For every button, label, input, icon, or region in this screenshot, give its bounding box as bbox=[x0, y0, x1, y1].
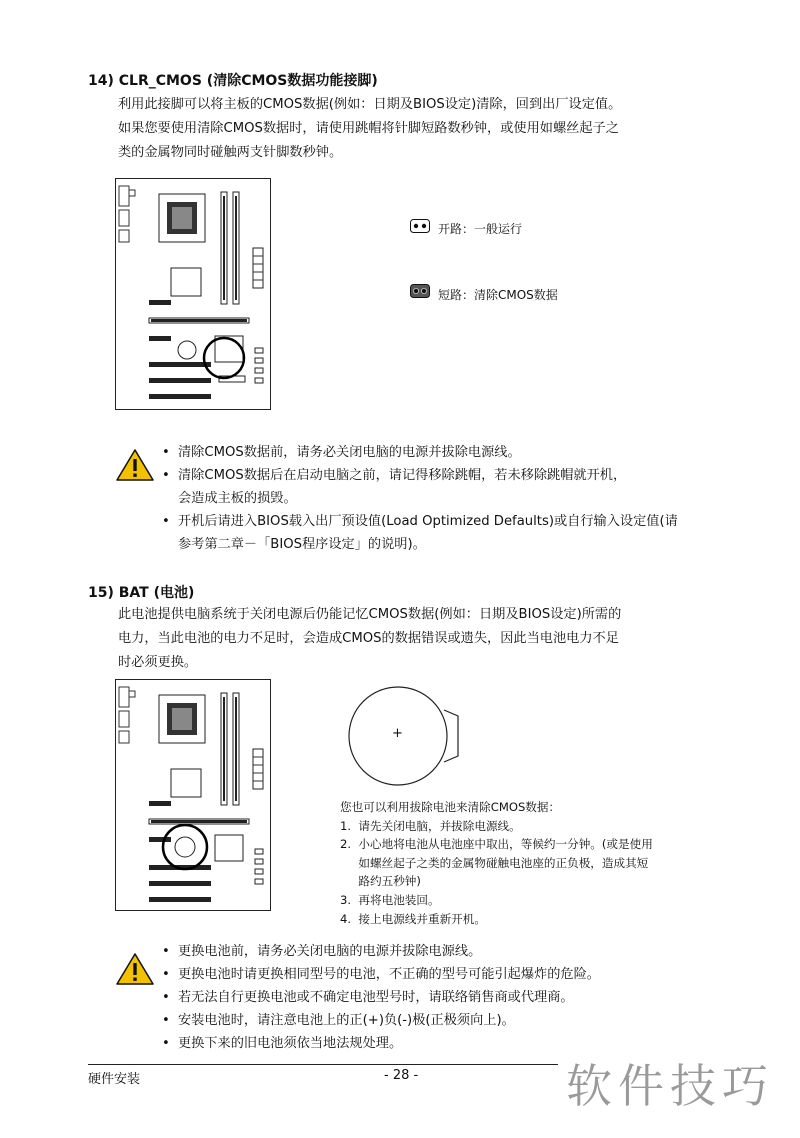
warning-icon bbox=[115, 448, 155, 482]
open-jumper-icon bbox=[410, 219, 430, 233]
footer-rule bbox=[88, 1064, 558, 1065]
section-15-warning-list bbox=[160, 940, 730, 1055]
warning-icon bbox=[115, 952, 155, 986]
section-14-warning-list bbox=[160, 441, 730, 556]
footer-chapter: 硬件安装 bbox=[88, 1072, 141, 1087]
motherboard-diagram-battery bbox=[115, 679, 271, 911]
warning-text: 更换电池时请更换相同型号的电池，不正确的型号可能引起爆炸的危险。 bbox=[178, 967, 600, 982]
battery-note bbox=[340, 798, 725, 928]
list-item: • 若无法自行更换电池或不确定电池型号时，请联络销售商或代理商。 bbox=[162, 990, 574, 1005]
list-item: • 更换电池前，请务必关闭电脑的电源并拔除电源线。 bbox=[162, 944, 482, 959]
warning-text: 清除CMOS数据前，请务必关闭电脑的电源并拔除电源线。 bbox=[178, 445, 521, 460]
list-item: • 更换电池时请更换相同型号的电池，不正确的型号可能引起爆炸的危险。 bbox=[162, 967, 600, 982]
note-step: 路约五秒钟) bbox=[340, 874, 421, 889]
note-step: 1. 请先关闭电脑，并拔除电源线。 bbox=[340, 818, 521, 833]
note-step: 2. 小心地将电池从电池座中取出，等候约一分钟。(或是使用 bbox=[340, 837, 653, 852]
section-14-heading: 14) CLR_CMOS (清除CMOS数据功能接脚) bbox=[88, 73, 378, 89]
list-item: • 清除CMOS数据前，请务必关闭电脑的电源并拔除电源线。 bbox=[162, 445, 521, 460]
list-item: • 更换下来的旧电池须依当地法规处理。 bbox=[162, 1036, 403, 1051]
paragraph-line: 利用此接脚可以将主板的CMOS数据(例如：日期及BIOS设定)清除，回到出厂设定值。 bbox=[118, 97, 622, 112]
list-item: • 清除CMOS数据后在启动电脑之前，请记得移除跳帽，若未移除跳帽就开机， bbox=[162, 468, 627, 483]
legend-open-label: 开路：一般运行 bbox=[438, 222, 523, 236]
warning-text: 更换电池前，请务必关闭电脑的电源并拔除电源线。 bbox=[178, 944, 482, 959]
section-14-paragraph bbox=[118, 93, 718, 165]
warning-text: 更换下来的旧电池须依当地法规处理。 bbox=[178, 1036, 403, 1051]
paragraph-line: 时必须更换。 bbox=[118, 655, 198, 670]
warning-text: 参考第二章－「BIOS程序设定」的说明)。 bbox=[178, 537, 426, 552]
note-title: 您也可以利用拔除电池来清除CMOS数据： bbox=[340, 800, 561, 814]
list-item: • 安装电池时，请注意电池上的正(+)负(-)极(正极须向上)。 bbox=[162, 1013, 515, 1028]
warning-text: 清除CMOS数据后在启动电脑之前，请记得移除跳帽，若未移除跳帽就开机， bbox=[178, 468, 627, 483]
list-item: • 开机后请进入BIOS载入出厂预设值(Load Optimized Defaults)或自行输入设定值(请 bbox=[162, 514, 678, 529]
paragraph-line: 此电池提供电脑系统于关闭电源后仍能记忆CMOS数据(例如：日期及BIOS设定)所需的 bbox=[118, 607, 622, 622]
warning-text: 若无法自行更换电池或不确定电池型号时，请联络销售商或代理商。 bbox=[178, 990, 574, 1005]
note-step: 4. 接上电源线并重新开机。 bbox=[340, 911, 486, 926]
page-number: - 28 - bbox=[384, 1068, 419, 1083]
short-jumper-icon bbox=[410, 284, 430, 298]
section-15-heading: 15) BAT (电池) bbox=[88, 585, 195, 601]
warning-text: 安装电池时，请注意电池上的正(+)负(-)极(正极须向上)。 bbox=[178, 1013, 515, 1028]
battery-positive-symbol: + bbox=[392, 726, 403, 741]
list-item-continuation bbox=[160, 533, 730, 556]
section-15-paragraph bbox=[118, 603, 718, 675]
paragraph-line: 电力，当此电池的电力不足时，会造成CMOS的数据错误或遗失，因此当电池电力不足 bbox=[118, 631, 619, 646]
paragraph-line: 如果您要使用清除CMOS数据时，请使用跳帽将针脚短路数秒钟，或使用如螺丝起子之 bbox=[118, 121, 619, 136]
battery-holder-drawing bbox=[348, 684, 464, 788]
note-step: 3. 再将电池装回。 bbox=[340, 892, 440, 907]
legend-short-label: 短路：清除CMOS数据 bbox=[438, 288, 558, 302]
warning-text: 会造成主板的损毁。 bbox=[178, 491, 297, 506]
note-step: 如螺丝起子之类的金属物碰触电池座的正负极，造成其短 bbox=[340, 855, 649, 870]
motherboard-diagram-clr-cmos bbox=[115, 178, 271, 410]
list-item-continuation bbox=[160, 487, 730, 510]
paragraph-line: 类的金属物同时碰触两支针脚数秒钟。 bbox=[118, 145, 343, 160]
watermark: 软件技巧 bbox=[566, 1059, 774, 1113]
warning-text: 开机后请进入BIOS载入出厂预设值(Load Optimized Defaults)或自行输入设定值(请 bbox=[178, 514, 678, 529]
